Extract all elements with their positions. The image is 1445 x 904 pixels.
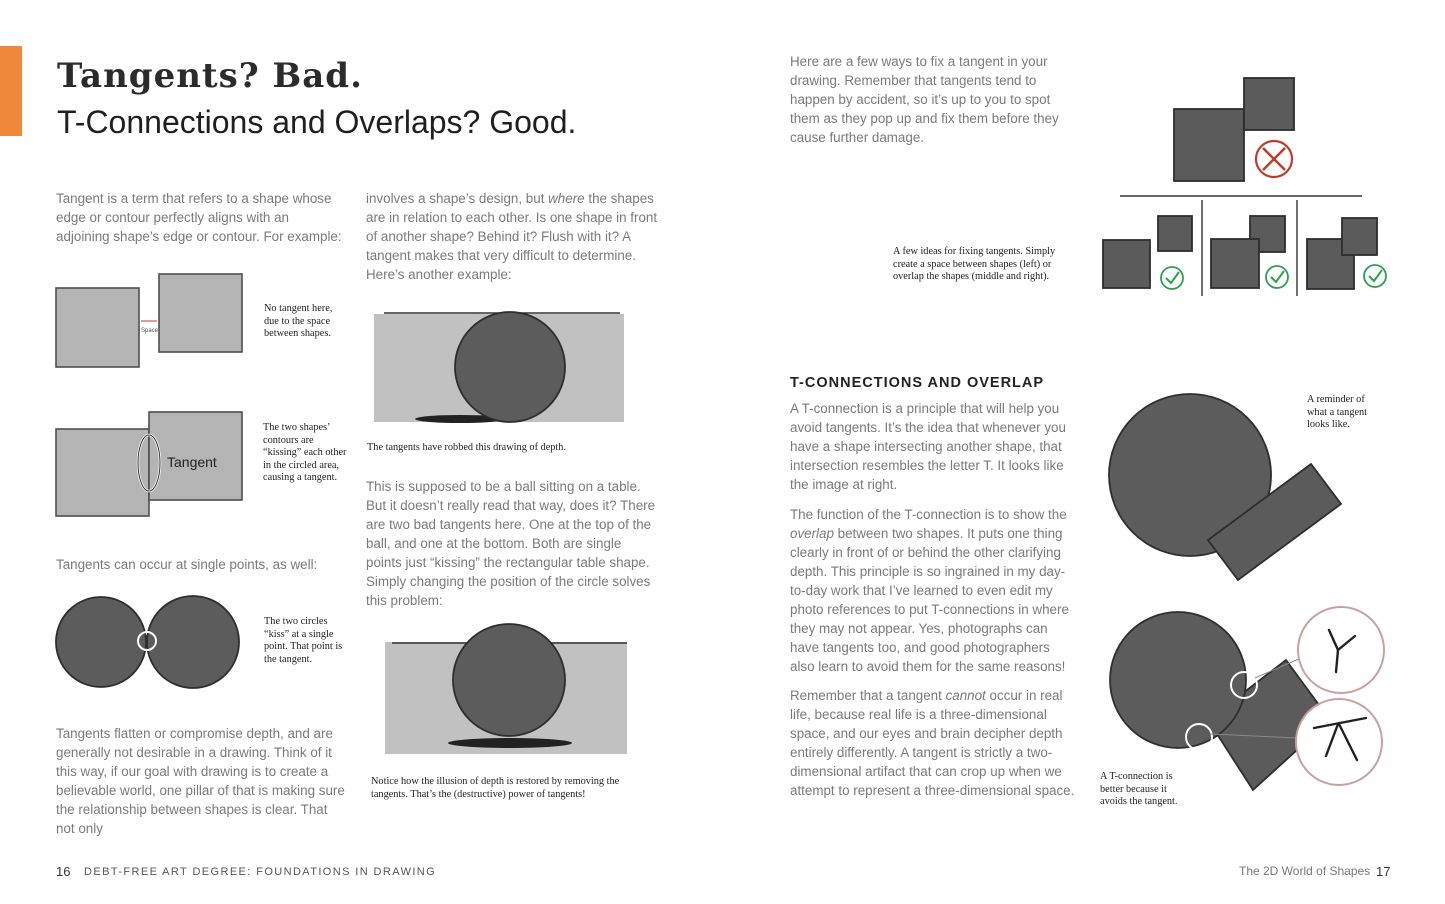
paragraph-function: The function of the T-connection is to show the overlap between two shapes. It puts one thing clearly in front of or behind the other clarifying depth. This principle is so ingrained in my day-to-day work that I’ve learned to even edit my photo references to put T-connections in where they may not appear. Yes, photographs can have tangents too, and good photographers also learn to avoid them for the same reasons!	[790, 507, 1069, 674]
detail-circle-y	[1298, 607, 1384, 693]
square-right	[159, 274, 242, 352]
paragraph-real-life: Remember that a tangent cannot occur in real life, because real life is a three-dimensional space, and our eyes and brain decipher depth entirely differently. A tangent is strictly a two-dimensional artifact that can crop up when we attempt to represent a three-dimensional space.	[790, 688, 1075, 798]
x-mark-icon	[1256, 141, 1292, 177]
running-title-left: DEBT-FREE ART DEGREE: FOUNDATIONS IN DRAWING	[84, 866, 437, 878]
figure-ball-fixed	[380, 625, 632, 760]
check-mark-icon	[1161, 267, 1183, 289]
section-heading-t-connections: T-CONNECTIONS AND OVERLAP	[790, 375, 1045, 391]
figure-tangent-bad	[1172, 76, 1302, 186]
check-mark-icon	[1364, 265, 1386, 287]
square-small	[1342, 218, 1377, 255]
caption-tangent-reminder: A reminder of what a tangent looks like.	[1307, 394, 1368, 431]
figure-fix-space	[1102, 214, 1197, 294]
figure-tangent-circles	[55, 596, 245, 691]
square-left	[56, 288, 139, 367]
page-number-left: 16	[56, 864, 71, 879]
paragraph-t-connection: A T-connection is a principle that will help you avoid tangents. It’s the idea that whenever you have a shape intersecting another shape, that intersection resembles the letter T. It looks like the image at right.	[790, 401, 1066, 492]
figure-fix-overlap-right	[1305, 214, 1400, 294]
paragraph-intro: Tangent is a term that refers to a shape whose edge or contour perfectly aligns with an adjoining shape’s edge or contour. For example:	[56, 191, 342, 244]
page-title-line2: T-Connections and Overlaps? Good.	[57, 104, 577, 140]
circle-right	[147, 596, 239, 688]
square-large	[1103, 240, 1150, 288]
ball-shadow	[448, 738, 572, 748]
paragraph-ball-table: This is supposed to be a ball sitting on a table. But it doesn’t really read that way, does it? There are two bad tangents here. One at the top of the ball, and one at the bottom. Both are single points just “kissing” the rectangular table shape. Simply changing the position of the circle solves this problem:	[366, 479, 656, 608]
paragraph-fix-intro: Here are a few ways to fix a tangent in your drawing. Remember that tangents tend to happen by accident, so it’s up to you to spot them as they pop up and fix them before they cause further damage.	[790, 54, 1059, 145]
detail-circle-t	[1296, 699, 1382, 785]
circle-left	[56, 597, 146, 687]
caption-depth-restored: Notice how the illusion of depth is restored by removing the tangents. That’s the (destructive) power of tangents!	[371, 776, 620, 800]
square-large	[1174, 109, 1244, 181]
space-label: Space	[141, 328, 159, 334]
paragraph-relation: involves a shape’s design, but where the shapes are in relation to each other. Is one shape in front of another shape? Behind it? Flush with it? A tangent makes that very difficult to determine. Here’s another example:	[366, 191, 658, 282]
tangent-label: Tangent	[167, 454, 217, 470]
ball-circle	[455, 312, 565, 422]
caption-robbed-depth: The tangents have robbed this drawing of depth.	[367, 442, 567, 453]
caption-kissing-squares: The two shapes’ contours are “kissing” each other in the circled area, causing a tangent.	[263, 422, 347, 484]
page-number-right: 17	[1376, 864, 1391, 879]
caption-fix-ideas: A few ideas for fixing tangents. Simply create a space between shapes (left) or overlap the shapes (middle and right).	[893, 246, 1056, 283]
paragraph-single-points: Tangents can occur at single points, as well:	[56, 557, 318, 572]
caption-t-connection: A T-connection is better because it avoids the tangent.	[1100, 771, 1178, 808]
caption-no-tangent: No tangent here, due to the space between shapes.	[264, 303, 333, 340]
figure-tangent-squares	[55, 410, 255, 520]
square-small	[1244, 78, 1294, 130]
orange-tab	[0, 46, 22, 136]
circle-shape	[1110, 612, 1246, 748]
running-title-right: The 2D World of Shapes	[1239, 864, 1371, 878]
ball-circle	[453, 624, 565, 736]
caption-kissing-circles: The two circles “kiss” at a single point. That point is the tangent.	[264, 616, 343, 665]
figure-ball-tangent	[370, 308, 632, 428]
square-small	[1158, 216, 1192, 251]
check-mark-icon	[1266, 266, 1288, 288]
figure-fix-overlap-middle	[1209, 214, 1304, 294]
square-large	[1211, 239, 1259, 288]
paragraph-depth: Tangents flatten or compromise depth, and are generally not desirable in a drawing. Think of it this way, if our goal with drawing is to create a believable world, one pillar of that is making sure the relationship between shapes is clear. That not only	[56, 726, 345, 836]
page-title-line1: Tangents? Bad.	[57, 56, 363, 96]
square-left	[56, 429, 149, 516]
figure-no-tangent	[55, 272, 255, 372]
